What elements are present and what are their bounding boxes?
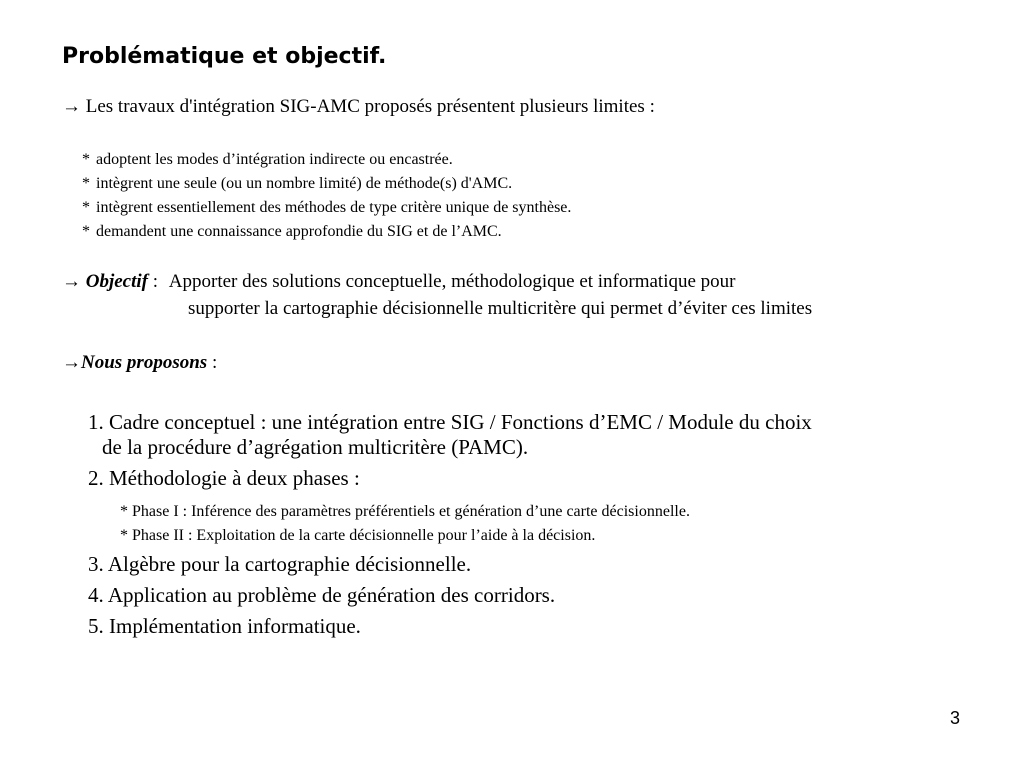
limit-item: [82, 151, 453, 169]
limit-item: [82, 223, 502, 241]
objective-separator: :: [148, 271, 159, 292]
arrow-icon: →: [62, 352, 81, 373]
proposal-item: 4. Application au problème de génération des corridors.: [88, 583, 556, 607]
proposal-item: 5. Implémentation informatique.: [88, 614, 361, 638]
intro-line: [62, 96, 655, 118]
bullet-star: *: [82, 151, 90, 168]
limit-item: [82, 199, 571, 217]
objective-line: [62, 271, 736, 293]
proposal-item: 3. Algèbre pour la cartographie décisionnelle.: [88, 552, 472, 576]
page-number: 3: [950, 708, 961, 728]
limit-item: [82, 175, 512, 193]
bullet-star: *: [82, 175, 90, 192]
objective-continuation: supporter la cartographie décisionnelle multicritère qui permet d’éviter ces limites: [188, 298, 813, 319]
proposal-item-continuation: de la procédure d’agrégation multicritère (PAMC).: [102, 435, 529, 459]
limit-text: intègrent une seule (ou un nombre limité) de méthode(s) d'AMC.: [96, 175, 513, 192]
proposal-separator: :: [207, 352, 218, 373]
limit-text: intègrent essentiellement des méthodes de type critère unique de synthèse.: [96, 199, 572, 216]
phase-item: * Phase II : Exploitation de la carte décisionnelle pour l’aide à la décision.: [120, 527, 596, 544]
arrow-icon: →: [62, 96, 81, 117]
arrow-icon: →: [62, 271, 81, 292]
bullet-star: *: [82, 199, 90, 216]
proposal-label: Nous proposons: [81, 352, 208, 373]
limit-text: demandent une connaissance approfondie du SIG et de l’AMC.: [96, 223, 502, 240]
objective-text: Apporter des solutions conceptuelle, méthodologique et informatique pour: [168, 271, 736, 292]
slide-title: Problématique et objectif.: [62, 44, 387, 69]
bullet-star: *: [82, 223, 90, 240]
objective-label: Objectif: [85, 271, 149, 292]
limit-text: adoptent les modes d’intégration indirecte ou encastrée.: [96, 151, 453, 168]
proposal-line: [62, 352, 217, 374]
proposal-item: 2. Méthodologie à deux phases :: [88, 466, 360, 490]
proposal-item: 1. Cadre conceptuel : une intégration entre SIG / Fonctions d’EMC / Module du choix: [88, 410, 812, 434]
phase-item: * Phase I : Inférence des paramètres préférentiels et génération d’une carte décisionnelle.: [120, 503, 690, 520]
intro-text: Les travaux d'intégration SIG-AMC proposés présentent plusieurs limites :: [85, 96, 655, 117]
